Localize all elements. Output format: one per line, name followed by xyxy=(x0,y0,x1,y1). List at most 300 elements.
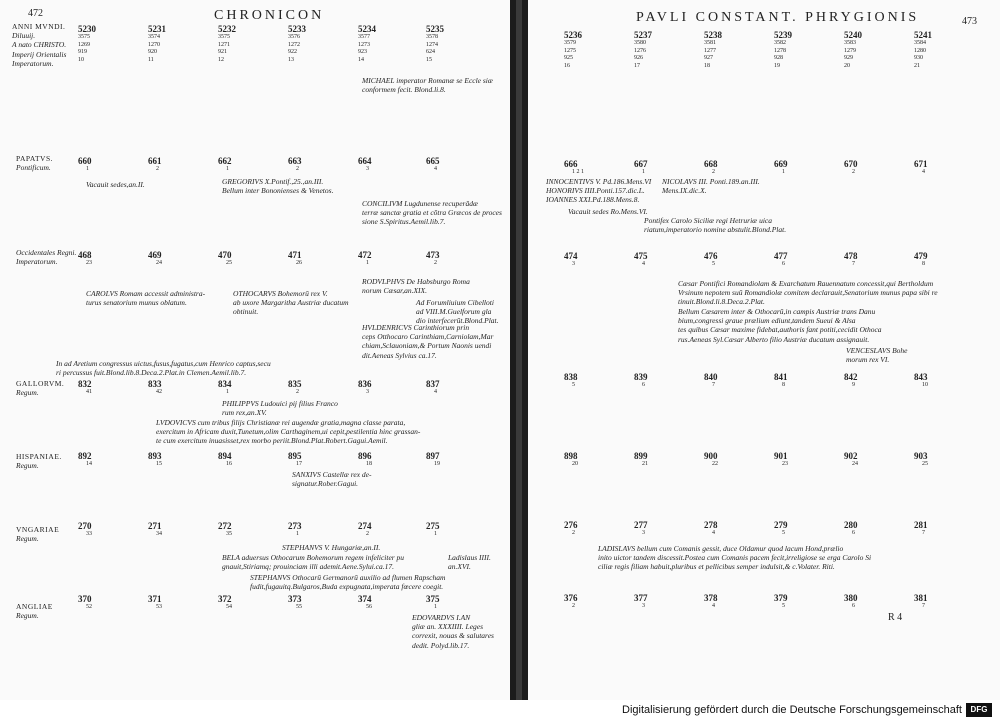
angliae-number: 377 xyxy=(634,593,648,603)
book-gutter xyxy=(510,0,528,700)
emperor-note: MICHAEL imperator Romanæ se Eccle siæ conformem fecit. Blond.li.8. xyxy=(362,76,493,95)
hispaniae-sub-number: 24 xyxy=(852,461,858,467)
vngariae-note-line: fudit,fugauitq.Bulgaros,Buda expugnata,imperata fœcere coegit. xyxy=(250,582,444,592)
angliae-number: 371 xyxy=(148,594,162,604)
gallorum-sub-number: 3 xyxy=(366,389,369,395)
occidentales-number: 478 xyxy=(844,251,858,261)
papatus-sub-number: 1 xyxy=(226,166,229,172)
header-column xyxy=(564,30,614,70)
signature-mark: R 4 xyxy=(888,612,903,623)
occ-note-line: Cæsar Pontifici Romandiolam & Exarchatum Rauennatum concessit,qui Bertholdum xyxy=(678,279,934,288)
gallorum-sub-number: 10 xyxy=(922,382,928,388)
gallorum-number: 837 xyxy=(426,379,440,389)
header-sub-number: 1276 xyxy=(634,47,646,54)
vngariae-column xyxy=(288,521,338,539)
header-row-labels xyxy=(12,22,66,68)
header-column xyxy=(288,24,338,64)
angliae-number: 379 xyxy=(774,593,788,603)
gallorum-sub-number: 42 xyxy=(156,389,162,395)
papatus-column xyxy=(148,156,198,174)
gallorum-label-sub: Regum. xyxy=(16,387,39,397)
vngariae-number: 270 xyxy=(78,521,92,531)
angliae-number: 372 xyxy=(218,594,232,604)
vngariae-column xyxy=(634,520,684,538)
gallorum-note-line: LVDOVICVS cum tribus filijs Christianæ rei augendæ gratia,magna classe parata, xyxy=(156,418,406,427)
header-sub-number: 21 xyxy=(914,62,920,69)
occidentales-number: 476 xyxy=(704,251,718,261)
vngariae-number: 279 xyxy=(774,520,788,530)
header-sub-number: 16 xyxy=(564,62,570,69)
vngariae-number: 281 xyxy=(914,520,928,530)
angliae-column xyxy=(774,593,824,611)
hispaniae-number: 897 xyxy=(426,451,440,461)
occidentales-number: 479 xyxy=(914,251,928,261)
vngariae-note-ladislaus xyxy=(448,553,508,571)
papatus-number: 671 xyxy=(914,159,928,169)
header-sub-number: 1274 xyxy=(426,41,438,48)
occidentales-column xyxy=(774,251,824,269)
occ-note-line: morum rex VI. xyxy=(846,355,890,365)
vngariae-sub-number: 3 xyxy=(642,530,645,536)
hispaniae-column xyxy=(704,451,754,469)
angliae-column xyxy=(564,593,614,611)
header-sub-number: 11 xyxy=(148,56,154,63)
gallorum-number: 840 xyxy=(704,372,718,382)
occ-note-venceslaus xyxy=(846,346,996,364)
vngariae-note-line: ciliæ regis filiam habuit,pluribus et pellicibus semper indulsit,& c.Volater. Riti. xyxy=(598,562,835,572)
papatus-sub-number: 2 xyxy=(156,166,159,172)
header-sub-number: 15 xyxy=(426,56,432,63)
header-sub-number: 19 xyxy=(774,62,780,69)
vngariae-column xyxy=(358,521,408,539)
occ-note-line: tes quibus Cæsar maxime fidebat,authoris fant potiti,cecidit Othoca xyxy=(678,325,882,335)
angliae-column xyxy=(426,594,476,612)
occ-note-line: VENCESLAVS Bohe xyxy=(846,346,908,355)
hispaniae-number: 894 xyxy=(218,451,232,461)
gallorum-note-philippus xyxy=(222,399,372,417)
papatus-sub-number: 1 xyxy=(86,166,89,172)
papatus-number: 663 xyxy=(288,156,302,166)
vngariae-note-bela xyxy=(222,553,442,571)
header-number: 5236 xyxy=(564,30,582,40)
gallorum-number: 833 xyxy=(148,379,162,389)
papatus-sub-number: 2 xyxy=(712,169,715,175)
vngariae-note-stephanus-2 xyxy=(250,573,508,591)
papatus-label-sub: Pontificum. xyxy=(16,162,51,172)
occ-note-line: OTHOCARVS Bohemorū rex V. xyxy=(233,289,328,298)
header-column xyxy=(634,30,684,70)
occ-note-rodulphus xyxy=(362,277,507,295)
vngariae-column xyxy=(914,520,964,538)
gallorum-sub-number: 1 xyxy=(226,389,229,395)
hispaniae-note-line: SANXIVS Castellæ rex de- xyxy=(292,470,372,479)
papatus-note-line: IOANNES XXI.Pd.188.Mens.8. xyxy=(546,195,640,205)
occidentales-column xyxy=(634,251,684,269)
gallorum-column xyxy=(564,372,614,390)
papatus-sub-number: 3 xyxy=(366,166,369,172)
hispaniae-column xyxy=(218,451,268,469)
hispaniae-sub-number: 22 xyxy=(712,461,718,467)
header-number: 5232 xyxy=(218,24,236,34)
angliae-sub-number: 55 xyxy=(296,604,302,610)
hispaniae-label-sub: Regum. xyxy=(16,460,39,470)
occ-note-line: rus.Aeneas Syl.Cæsar Alberto filio Austriæ ducatum assignauit. xyxy=(678,334,870,344)
header-sub-number: 624 xyxy=(426,49,435,55)
angliae-column xyxy=(78,594,128,612)
header-number: 5239 xyxy=(774,30,792,40)
gallorum-note-line: te cum exercitum inuasisset,rex morbo periit.Blond.Plat.Robert.Gagui.Aemil. xyxy=(156,436,388,446)
gallorum-label xyxy=(16,380,64,397)
occidentales-label-title: Occidentales Regni. xyxy=(16,248,77,257)
occidentales-number: 470 xyxy=(218,250,232,260)
papatus-number: 664 xyxy=(358,156,372,166)
hispaniae-column xyxy=(148,451,198,469)
gallorum-note-ludovicus xyxy=(156,418,486,446)
occidentales-sub-number: 2 xyxy=(434,260,437,266)
papatus-note-concilium xyxy=(362,199,507,227)
occ-note-line: RODVLPHVS De Habsburgo Roma xyxy=(362,277,470,286)
left-page xyxy=(0,0,510,700)
occidentales-sub-number: 7 xyxy=(852,261,855,267)
header-sub-number: 13 xyxy=(288,56,294,63)
gallorum-number: 836 xyxy=(358,379,372,389)
angliae-sub-number: 53 xyxy=(156,604,162,610)
vngariae-sub-number: 33 xyxy=(86,531,92,537)
gallorum-sub-number: 2 xyxy=(296,389,299,395)
hispaniae-sub-number: 19 xyxy=(434,461,440,467)
vngariae-note-line: LADISLAVS bellum cum Comanis gessit, duce Oldamur quod lacum Hond,prælio xyxy=(598,544,844,553)
right-page xyxy=(528,0,1000,700)
hispaniae-sub-number: 20 xyxy=(572,461,578,467)
vngariae-note-line: Ladislaus IIII. xyxy=(448,553,491,562)
angliae-note-line: dedit. Polyd.lib.17. xyxy=(412,640,470,650)
header-sub-number: 1275 xyxy=(564,47,576,54)
gallorum-column xyxy=(426,379,476,397)
header-column xyxy=(358,24,408,64)
papatus-number: 670 xyxy=(844,159,858,169)
header-column xyxy=(844,30,894,70)
papatus-sub-number: 2 xyxy=(852,169,855,175)
papatus-note-line: sione S.Spiritus.Aemil.lib.7. xyxy=(362,217,446,227)
papatus-column xyxy=(78,156,128,174)
gallorum-number: 834 xyxy=(218,379,232,389)
angliae-number: 375 xyxy=(426,594,440,604)
hispaniae-sub-number: 23 xyxy=(782,461,788,467)
gallorum-column xyxy=(774,372,824,390)
occidentales-number: 468 xyxy=(78,250,92,260)
occ-note-line: dio interfecerūt.Blond.Plat. xyxy=(416,316,499,326)
angliae-note-edovardus xyxy=(412,613,508,650)
occidentales-column xyxy=(914,251,964,269)
occ-note-line: In ad Aretium congressus uictus,fusus,fugatus,cum Henrico captus,secu xyxy=(56,359,271,368)
header-sub-number: 14 xyxy=(358,56,364,63)
vngariae-number: 276 xyxy=(564,520,578,530)
hispaniae-sub-number: 18 xyxy=(366,461,372,467)
angliae-column xyxy=(704,593,754,611)
occidentales-column xyxy=(844,251,894,269)
hispaniae-number: 901 xyxy=(774,451,788,461)
papatus-number: 662 xyxy=(218,156,232,166)
occ-note-line: norum Cæsar,an.XIX. xyxy=(362,286,428,296)
angliae-note-line: EDOVARDVS I.AN xyxy=(412,613,471,622)
papatus-number: 669 xyxy=(774,159,788,169)
occ-note-line: CAROLVS Romam accessit administra- xyxy=(86,289,206,298)
occidentales-sub-number: 25 xyxy=(226,260,232,266)
occidentales-sub-number: 6 xyxy=(782,261,785,267)
occ-note-line: turus senatorium munus oblatum. xyxy=(86,298,187,308)
header-sub-number: 3575 xyxy=(78,34,90,40)
hispaniae-number: 902 xyxy=(844,451,858,461)
occidentales-sub-number: 26 xyxy=(296,260,302,266)
angliae-column xyxy=(288,594,338,612)
header-sub-number: 3579 xyxy=(564,40,576,46)
gallorum-number: 842 xyxy=(844,372,858,382)
gallorum-column xyxy=(704,372,754,390)
papatus-sub-number: 1 2 1 xyxy=(572,169,584,175)
papatus-note-line: Bellum inter Bononienses & Venetos. xyxy=(222,186,334,196)
occ-note-line: Ad Forumliuium Cibelloti xyxy=(416,298,494,307)
label-diluvii: Diluuij. xyxy=(12,31,36,41)
papatus-number: 661 xyxy=(148,156,162,166)
papatus-note-line: CONCILIVM Lugdunense recuperādæ xyxy=(362,199,478,208)
angliae-sub-number: 5 xyxy=(782,603,785,609)
occidentales-sub-number: 5 xyxy=(712,261,715,267)
occidentales-label xyxy=(16,249,76,266)
vngariae-sub-number: 2 xyxy=(366,531,369,537)
header-sub-number: 1279 xyxy=(844,47,856,54)
papatus-column xyxy=(914,159,964,177)
header-sub-number: 1280 xyxy=(914,47,926,54)
hispaniae-column xyxy=(564,451,614,469)
papatus-note-vacauit: Vacauit sedes Ro.Mens.VI. xyxy=(568,207,648,216)
hispaniae-column xyxy=(634,451,684,469)
angliae-number: 378 xyxy=(704,593,718,603)
hispaniae-number: 900 xyxy=(704,451,718,461)
header-number: 5238 xyxy=(704,30,722,40)
papatus-note-line: riatum,imperatorio nomine abstulit.Blond.Plat. xyxy=(644,225,787,235)
gallorum-number: 838 xyxy=(564,372,578,382)
vngariae-note-ladislaus xyxy=(598,544,928,572)
gallorum-number: 839 xyxy=(634,372,648,382)
gallorum-column xyxy=(914,372,964,390)
angliae-sub-number: 56 xyxy=(366,604,372,610)
occ-note-aretium xyxy=(56,359,356,377)
vngariae-column xyxy=(218,521,268,539)
header-sub-number: 3582 xyxy=(774,40,786,46)
header-sub-number: 930 xyxy=(914,55,923,61)
angliae-sub-number: 52 xyxy=(86,604,92,610)
papatus-sub-number: 4 xyxy=(434,166,437,172)
occ-note-huldenricus xyxy=(362,323,508,360)
angliae-column xyxy=(148,594,198,612)
occ-note-line: Bellum Cæsarem inter & Othocarū,in campis Austriæ trans Danu xyxy=(678,307,876,316)
occidentales-sub-number: 3 xyxy=(572,261,575,267)
gallorum-note-line: rum rex,an.XV. xyxy=(222,408,267,418)
occ-note-line: ad VIII.M.Guelforum gla xyxy=(416,307,492,317)
hispaniae-sub-number: 25 xyxy=(922,461,928,467)
angliae-column xyxy=(914,593,964,611)
gallorum-label-title: GALLORVM. xyxy=(16,379,65,388)
occidentales-column xyxy=(704,251,754,269)
header-sub-number: 1272 xyxy=(288,41,300,48)
papatus-sub-number: 1 xyxy=(642,169,645,175)
header-sub-number: 920 xyxy=(148,49,157,55)
papatus-sub-number: 2 xyxy=(296,166,299,172)
occidentales-column xyxy=(148,250,198,268)
papatus-column xyxy=(426,156,476,174)
vngariae-sub-number: 34 xyxy=(156,531,162,537)
angliae-sub-number: 6 xyxy=(852,603,855,609)
papatus-number: 665 xyxy=(426,156,440,166)
papatus-label xyxy=(16,155,53,172)
hispaniae-column xyxy=(844,451,894,469)
header-sub-number: 3576 xyxy=(288,34,300,40)
gallorum-number: 841 xyxy=(774,372,788,382)
vngariae-column xyxy=(844,520,894,538)
running-head: PAVLI CONSTANT. PHRYGIONIS xyxy=(636,10,920,25)
papatus-note-line: Mens.IX.dic.X. xyxy=(662,186,707,196)
header-sub-number: 3577 xyxy=(358,34,370,40)
angliae-column xyxy=(218,594,268,612)
header-sub-number: 20 xyxy=(844,62,850,69)
header-number: 5234 xyxy=(358,24,376,34)
papatus-note-line: NICOLAVS III. Ponti.189.an.III. xyxy=(662,177,760,186)
vngariae-label-sub: Regum. xyxy=(16,533,39,543)
angliae-number: 376 xyxy=(564,593,578,603)
gallorum-note-line: PHILIPPVS Ludouici pij filius Franco xyxy=(222,399,338,408)
occidentales-number: 469 xyxy=(148,250,162,260)
occidentales-number: 471 xyxy=(288,250,302,260)
footer-credit-text: Digitalisierung gefördert durch die Deutsche Forschungsgemeinschaft xyxy=(622,704,962,716)
occ-note-line: tinuit.Blond.li.8.Deca.2.Plat. xyxy=(678,297,765,307)
vngariae-column xyxy=(78,521,128,539)
hispaniae-sub-number: 15 xyxy=(156,461,162,467)
occidentales-column xyxy=(288,250,338,268)
vngariae-number: 278 xyxy=(704,520,718,530)
header-sub-number: 925 xyxy=(564,55,573,61)
header-column xyxy=(218,24,268,64)
gallorum-number: 843 xyxy=(914,372,928,382)
vngariae-number: 277 xyxy=(634,520,648,530)
hispaniae-sub-number: 21 xyxy=(642,461,648,467)
papatus-note-pontifex xyxy=(644,216,844,234)
header-number: 5231 xyxy=(148,24,166,34)
hispaniae-column xyxy=(426,451,476,469)
papatus-column xyxy=(774,159,824,177)
vngariae-column xyxy=(148,521,198,539)
papatus-column xyxy=(844,159,894,177)
hispaniae-sub-number: 16 xyxy=(226,461,232,467)
page-number: 473 xyxy=(962,16,977,27)
angliae-sub-number: 54 xyxy=(226,604,232,610)
angliae-sub-number: 1 xyxy=(434,604,437,610)
papatus-label-title: PAPATVS. xyxy=(16,154,54,163)
papatus-note-vacauit: Vacauit sedes,an.II. xyxy=(86,180,145,189)
vngariae-sub-number: 1 xyxy=(434,531,437,537)
hispaniae-number: 896 xyxy=(358,451,372,461)
papatus-note-nicolaus xyxy=(662,177,802,195)
header-sub-number: 928 xyxy=(774,55,783,61)
gallorum-column xyxy=(148,379,198,397)
angliae-label-sub: Regum. xyxy=(16,610,39,620)
header-sub-number: 17 xyxy=(634,62,640,69)
vngariae-sub-number: 5 xyxy=(782,530,785,536)
gallorum-sub-number: 9 xyxy=(852,382,855,388)
papatus-number: 666 xyxy=(564,159,578,169)
hispaniae-number: 898 xyxy=(564,451,578,461)
occidentales-sub-number: 23 xyxy=(86,260,92,266)
header-sub-number: 1270 xyxy=(148,41,160,48)
vngariae-note-line: STEPHANVS Othocarū Germanorū auxilio ad flumen Rapscham xyxy=(250,573,446,582)
header-sub-number: 923 xyxy=(358,49,367,55)
gallorum-sub-number: 6 xyxy=(642,382,645,388)
papatus-number: 667 xyxy=(634,159,648,169)
header-sub-number: 1277 xyxy=(704,47,716,54)
hispaniae-sub-number: 17 xyxy=(296,461,302,467)
hispaniae-number: 899 xyxy=(634,451,648,461)
gallorum-sub-number: 5 xyxy=(572,382,575,388)
occidentales-number: 472 xyxy=(358,250,372,260)
header-column xyxy=(914,30,964,70)
hispaniae-number: 895 xyxy=(288,451,302,461)
hispaniae-column xyxy=(774,451,824,469)
header-number: 5230 xyxy=(78,24,96,34)
occidentales-sub-number: 24 xyxy=(156,260,162,266)
gallorum-sub-number: 4 xyxy=(434,389,437,395)
occidentales-number: 473 xyxy=(426,250,440,260)
running-head: CHRONICON xyxy=(214,8,325,23)
vngariae-sub-number: 1 xyxy=(296,531,299,537)
papatus-column xyxy=(704,159,754,177)
occidentales-column xyxy=(358,250,408,268)
gallorum-number: 832 xyxy=(78,379,92,389)
occ-note-bellum xyxy=(678,307,994,344)
header-number: 5237 xyxy=(634,30,652,40)
papatus-number: 660 xyxy=(78,156,92,166)
hispaniae-number: 892 xyxy=(78,451,92,461)
header-sub-number: 3578 xyxy=(426,34,438,40)
page-number: 472 xyxy=(28,8,43,19)
vngariae-column xyxy=(564,520,614,538)
vngariae-number: 272 xyxy=(218,521,232,531)
vngariae-number: 280 xyxy=(844,520,858,530)
dfg-logo-icon: DFG xyxy=(966,703,992,717)
header-sub-number: 927 xyxy=(704,55,713,61)
vngariae-note-stephanus: STEPHANVS V. Hungariæ,an.II. xyxy=(282,543,381,552)
occ-note-line: chiam,Sclauoniam,& Portum Naonis uendi xyxy=(362,341,492,351)
angliae-sub-number: 3 xyxy=(642,603,645,609)
vngariae-label-title: VNGARIAE xyxy=(16,525,60,534)
occ-note-line: Vrsinum nepotem suū Romandiolæ comitem declarauit,Senatorium munus papa sibi re xyxy=(678,288,938,298)
header-sub-number: 3581 xyxy=(704,40,716,46)
label-anni-mundi: ANNI MVNDI. xyxy=(12,22,66,31)
vngariae-sub-number: 35 xyxy=(226,531,232,537)
vngariae-number: 275 xyxy=(426,521,440,531)
occidentales-number: 474 xyxy=(564,251,578,261)
occ-note-carolus xyxy=(86,289,226,307)
occ-note-line: bium,congressi graue prælium ediunt,tandem Sueui & Alsa xyxy=(678,316,856,326)
occidentales-sub-number: 1 xyxy=(366,260,369,266)
footer-bar xyxy=(0,700,1000,720)
header-sub-number: 10 xyxy=(78,56,84,63)
papatus-note-line: terræ sanctæ gratia et cōtra Græcos de proces xyxy=(362,208,502,218)
vngariae-note-line: gnauit,Stiriamq; prouinciam illi ademit.Aene.Sylui.ca.17. xyxy=(222,562,394,572)
hispaniae-number: 893 xyxy=(148,451,162,461)
header-sub-number: 921 xyxy=(218,49,227,55)
gallorum-column xyxy=(78,379,128,397)
header-number: 5235 xyxy=(426,24,444,34)
vngariae-column xyxy=(426,521,476,539)
